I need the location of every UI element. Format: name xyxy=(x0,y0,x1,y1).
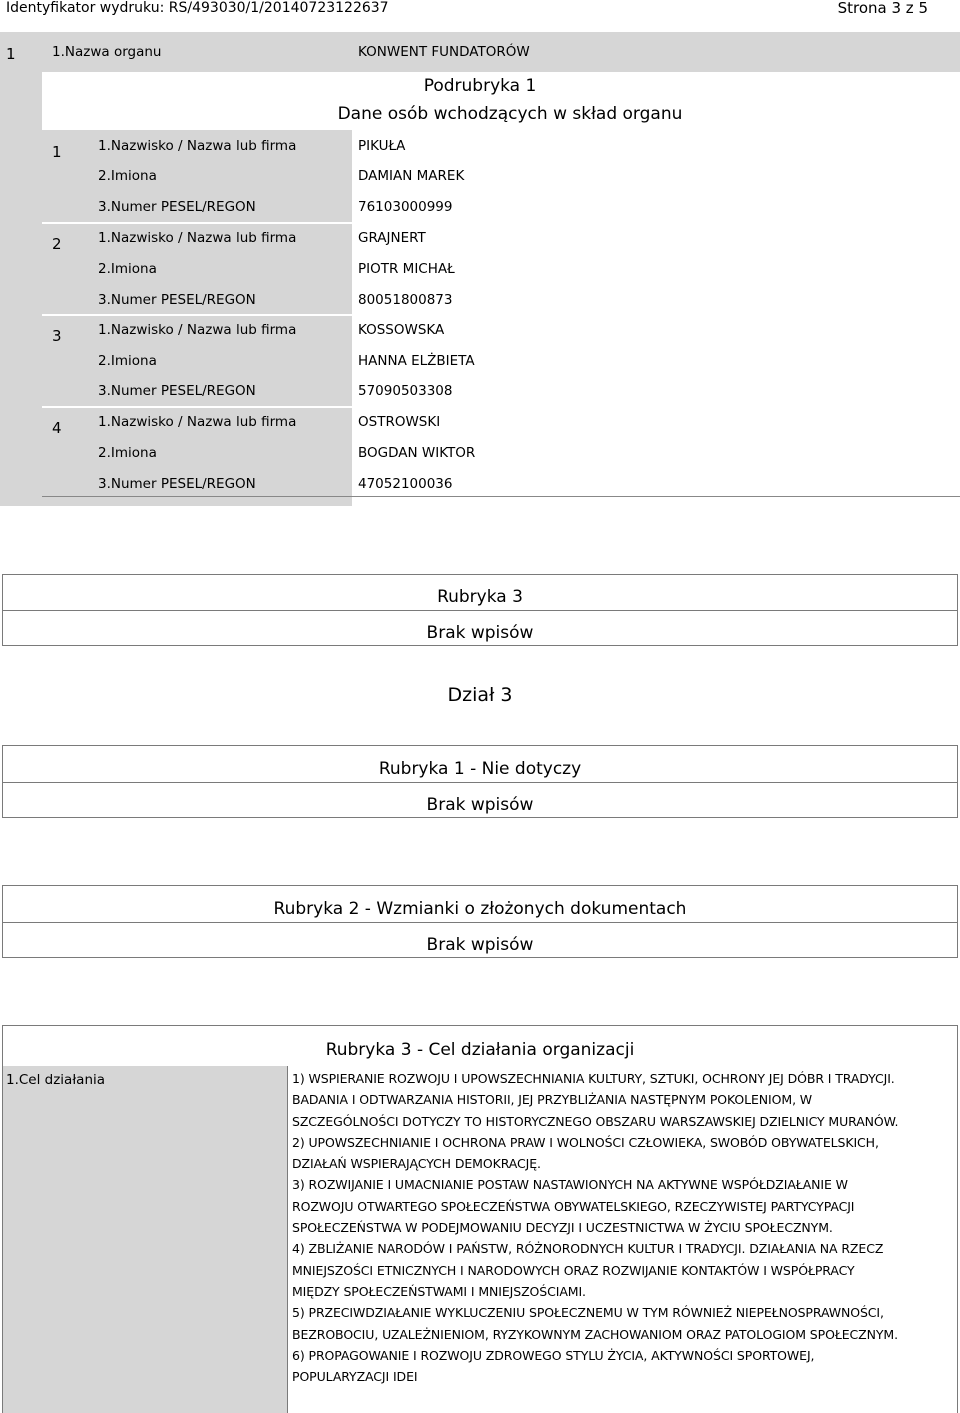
purpose-line: SZCZEGÓLNOŚCI DOTYCZY TO HISTORYCZNEGO OBSZARU WARSZAWSKIEJ DZIELNICY MURANÓW. xyxy=(292,1113,899,1129)
purpose-line: BADANIA I ODTWARZANIA HISTORII, JEJ PRZYBLIŻANIA NASTĘPNYM POKOLENIOM, W xyxy=(292,1092,813,1108)
organ-label: 1.Nazwa organu xyxy=(52,44,162,60)
person-number-column xyxy=(42,130,90,506)
surname-value: KOSSOWSKA xyxy=(358,322,445,338)
purpose-line: POPULARYZACJI IDEI xyxy=(292,1369,418,1385)
section-title: Rubryka 1 - Nie dotyczy xyxy=(378,759,582,779)
pesel-label: 3.Numer PESEL/REGON xyxy=(98,476,256,492)
purpose-line: MIĘDZY SPOŁECZEŃSTWAMI I MNIEJSZOŚCIAMI. xyxy=(292,1283,586,1299)
page-number: Strona 3 z 5 xyxy=(837,0,928,17)
block-bottom-rule xyxy=(42,496,960,497)
names-value: DAMIAN MAREK xyxy=(358,168,465,184)
purpose-text xyxy=(292,1068,956,1387)
person-number: 3 xyxy=(52,327,62,345)
pesel-value: 47052100036 xyxy=(358,476,453,492)
purpose-line: 6) PROPAGOWANIE I ROZWOJU ZDROWEGO STYLU ŻYCIA, AKTYWNOŚCI SPORTOWEJ, xyxy=(292,1347,815,1363)
section-title: Rubryka 3 xyxy=(437,587,523,607)
names-value: PIOTR MICHAŁ xyxy=(358,261,455,277)
purpose-line: 1) WSPIERANIE ROZWOJU I UPOWSZECHNIANIA KULTURY, SZTUKI, OCHRONY JEJ DÓBR I TRADYCJI. xyxy=(292,1071,895,1086)
purpose-line: 3) ROZWIJANIE I UMACNIANIE POSTAW NASTAWIONYCH NA AKTYWNE WSPÓŁDZIAŁANIE W xyxy=(292,1177,848,1193)
purpose-line: 5) PRZECIWDZIAŁANIE WYKLUCZENIU SPOŁECZNEMU W TYM RÓWNIEŻ NIEPEŁNOSPRAWNOŚCI, xyxy=(292,1305,884,1321)
surname-value: OSTROWSKI xyxy=(358,414,441,430)
surname-value: GRAJNERT xyxy=(358,230,426,246)
surname-label: 1.Nazwisko / Nazwa lub firma xyxy=(98,322,297,338)
person-separator xyxy=(42,406,352,408)
names-label: 2.Imiona xyxy=(98,353,157,369)
person-separator xyxy=(42,222,352,224)
division-title: Dział 3 xyxy=(447,684,513,706)
person-number: 1 xyxy=(52,143,62,161)
subheading-desc: Dane osób wchodzących w skład organu xyxy=(337,104,683,124)
left-grey-column xyxy=(0,72,42,506)
surname-label: 1.Nazwisko / Nazwa lub firma xyxy=(98,138,297,154)
person-number: 2 xyxy=(52,235,62,253)
section-title: Rubryka 3 - Cel działania organizacji xyxy=(325,1040,635,1060)
names-label: 2.Imiona xyxy=(98,445,157,461)
purpose-line: 2) UPOWSZECHNIANIE I OCHRONA PRAW I WOLNOŚCI CZŁOWIEKA, SWOBÓD OBYWATELSKICH, xyxy=(292,1134,879,1150)
purpose-line: BEZROBOCIU, UZALEŻNIENIOM, RYZYKOWNYM ZACHOWANIOM ORAZ PATOLOGIOM SPOŁECZNYM. xyxy=(292,1326,898,1342)
purpose-label: 1.Cel działania xyxy=(6,1072,106,1088)
pesel-label: 3.Numer PESEL/REGON xyxy=(98,383,256,399)
empty-notice: Brak wpisów xyxy=(426,623,534,643)
person-value-column xyxy=(352,72,960,506)
purpose-line: SPOŁECZEŃSTWA W PODEJMOWANIU DECYZJI I UCZESTNICTWA W ŻYCIU SPOŁECZNYM. xyxy=(292,1220,833,1236)
pesel-value: 76103000999 xyxy=(358,199,453,215)
pesel-value: 80051800873 xyxy=(358,292,453,308)
purpose-line: MNIEJSZOŚCI ETNICZNYCH I NARODOWYCH ORAZ ROZWIJANIE KONTAKTÓW I WSPÓŁPRACY xyxy=(292,1262,855,1278)
names-label: 2.Imiona xyxy=(98,168,157,184)
subheading-title: Podrubryka 1 xyxy=(423,76,537,96)
names-value: BOGDAN WIKTOR xyxy=(358,445,476,461)
column-divider xyxy=(287,1066,288,1413)
purpose-line: ROZWOJU OTWARTEGO SPOŁECZEŃSTWA OBYWATELSKIEGO, RZECZYWISTEJ PARTYCYPACJI xyxy=(292,1198,855,1214)
purpose-line: 4) ZBLIŻANIE NARODÓW I PAŃSTW, RÓŻNORODNYCH KULTUR I TRADYCJI. DZIAŁANIA NA RZECZ xyxy=(292,1241,884,1257)
empty-notice: Brak wpisów xyxy=(426,795,534,815)
purpose-line: DZIAŁAŃ WSPIERAJĄCYCH DEMOKRACJĘ. xyxy=(292,1156,541,1172)
label-grey-column xyxy=(3,1066,287,1413)
surname-value: PIKUŁA xyxy=(358,138,406,154)
pesel-value: 57090503308 xyxy=(358,383,453,399)
person-separator xyxy=(42,314,352,316)
surname-label: 1.Nazwisko / Nazwa lub firma xyxy=(98,414,297,430)
names-value: HANNA ELŻBIETA xyxy=(358,353,475,369)
empty-notice: Brak wpisów xyxy=(426,935,534,955)
surname-label: 1.Nazwisko / Nazwa lub firma xyxy=(98,230,297,246)
organ-value: KONWENT FUNDATORÓW xyxy=(358,44,530,60)
person-number: 4 xyxy=(52,419,62,437)
names-label: 2.Imiona xyxy=(98,261,157,277)
print-identifier: Identyfikator wydruku: RS/493030/1/20140723122637 xyxy=(6,0,389,16)
section-title: Rubryka 2 - Wzmianki o złożonych dokumentach xyxy=(273,899,687,919)
pesel-label: 3.Numer PESEL/REGON xyxy=(98,199,256,215)
pesel-label: 3.Numer PESEL/REGON xyxy=(98,292,256,308)
organ-number: 1 xyxy=(6,45,16,63)
